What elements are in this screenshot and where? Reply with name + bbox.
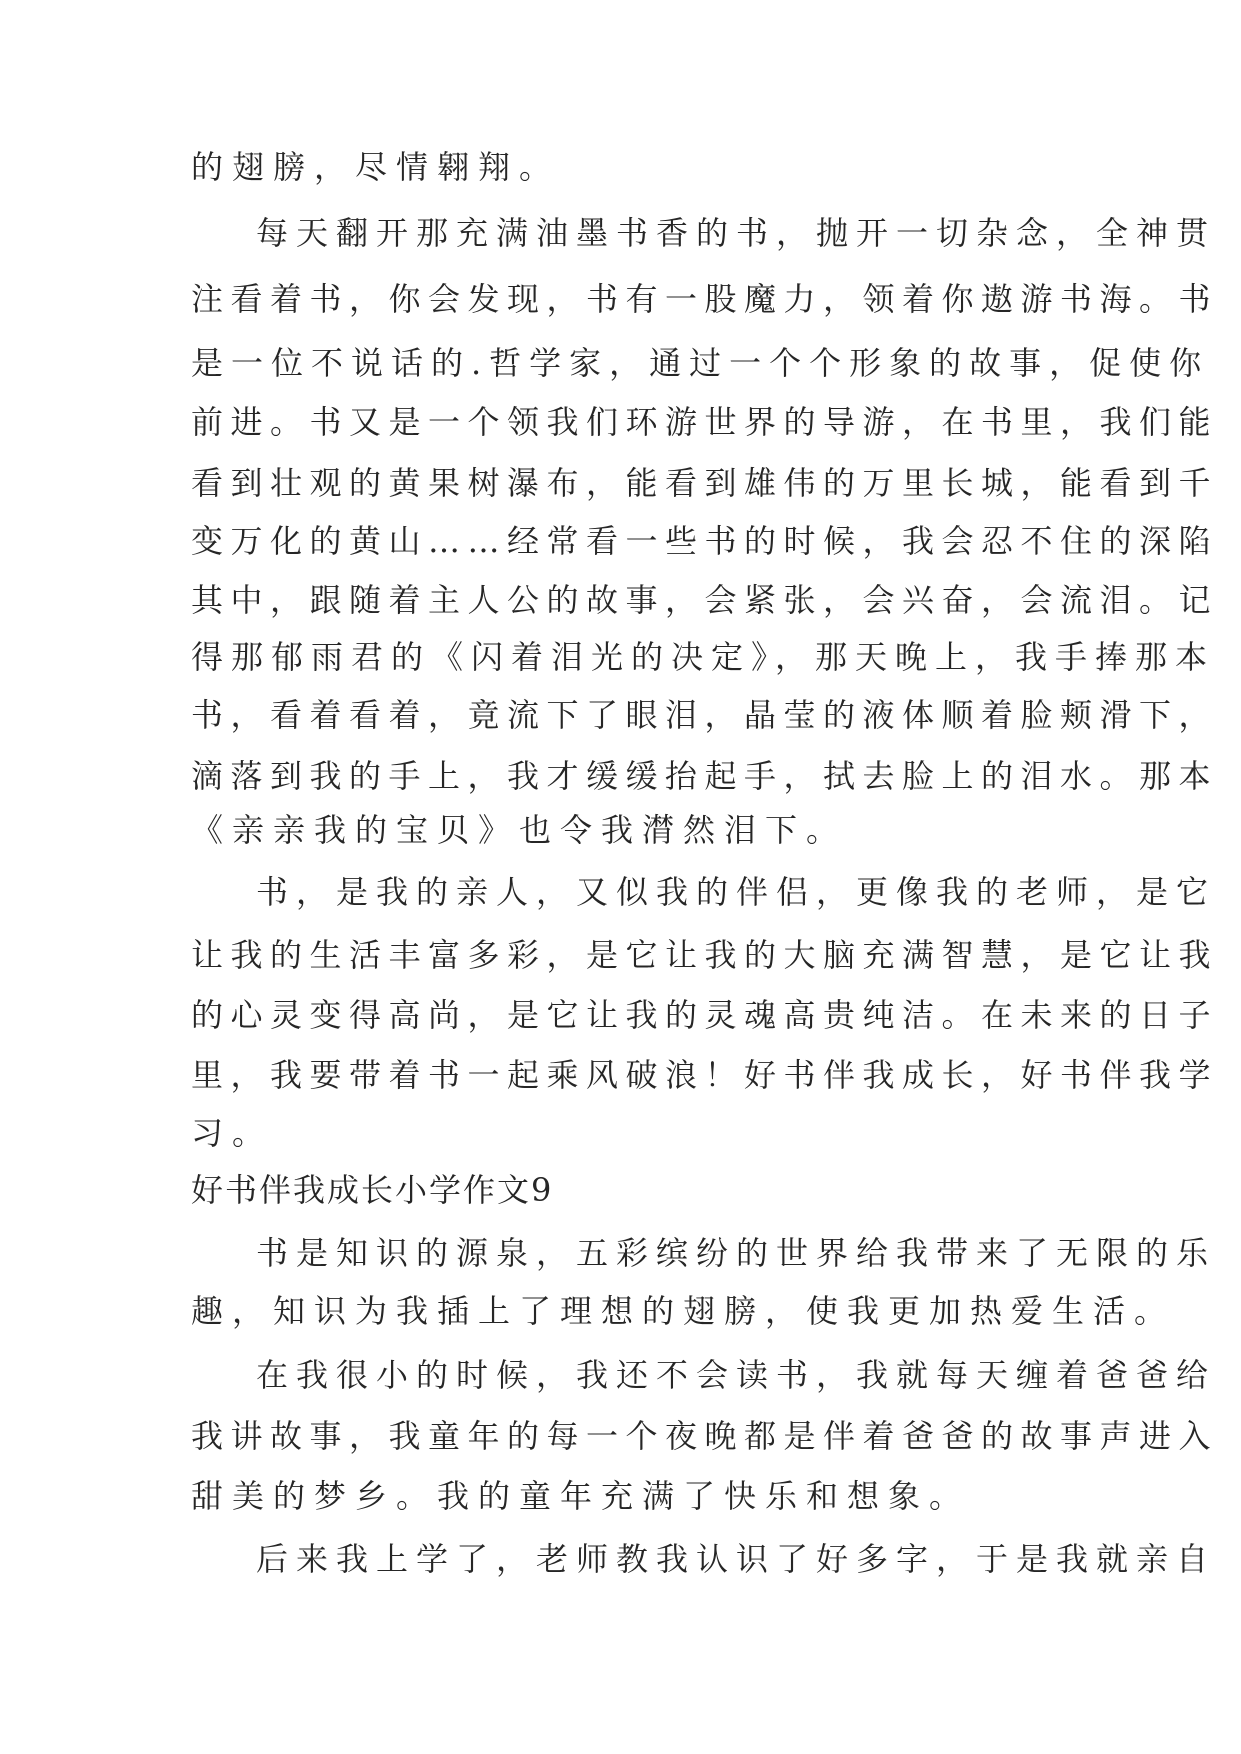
paragraph-start-line: 每天翻开那充满油墨书香的书，抛开一切杂念，全神贯	[256, 214, 1217, 252]
text-line: 看到壮观的黄果树瀑布，能看到雄伟的万里长城，能看到千	[191, 464, 1219, 502]
text-line: 的翅膀，尽情翱翔。	[191, 148, 561, 186]
text-line: 习。	[191, 1114, 274, 1152]
paragraph-start-line: 后来我上学了，老师教我认识了好多字，于是我就亲自	[256, 1540, 1217, 1578]
paragraph-start-line: 书是知识的源泉，五彩缤纷的世界给我带来了无限的乐	[256, 1234, 1217, 1272]
text-line: 的心灵变得高尚，是它让我的灵魂高贵纯洁。在未来的日子	[191, 996, 1219, 1034]
text-line: 滴落到我的手上，我才缓缓抬起手，拭去脸上的泪水。那本	[191, 757, 1219, 795]
paragraph-start-line: 书，是我的亲人，又似我的伴侣，更像我的老师，是它	[256, 873, 1217, 911]
text-line: 让我的生活丰富多彩，是它让我的大脑充满智慧，是它让我	[191, 936, 1219, 974]
paragraph-start-line: 在我很小的时候，我还不会读书，我就每天缠着爸爸给	[256, 1356, 1217, 1394]
text-line: 甜美的梦乡。我的童年充满了快乐和想象。	[191, 1477, 971, 1515]
text-line: 其中，跟随着主人公的故事，会紧张，会兴奋，会流泪。记	[191, 581, 1219, 619]
text-line: 得那郁雨君的《闪着泪光的决定》，那天晚上，我手捧那本	[191, 638, 1216, 676]
text-line: 变万化的黄山……经常看一些书的时候，我会忍不住的深陷	[191, 522, 1219, 560]
text-line: 我讲故事，我童年的每一个夜晚都是伴着爸爸的故事声进入	[191, 1417, 1219, 1455]
text-line: 前进。书又是一个领我们环游世界的导游，在书里，我们能	[191, 403, 1219, 441]
text-line: 《亲亲我的宝贝》也令我潸然泪下。	[191, 811, 848, 849]
section-heading: 好书伴我成长小学作文9	[191, 1171, 554, 1209]
text-line: 趣，知识为我插上了理想的翅膀，使我更加热爱生活。	[191, 1292, 1176, 1330]
text-line: 是一位不说话的.哲学家，通过一个个形象的故事，促使你	[191, 344, 1210, 382]
text-line: 书，看着看着，竟流下了眼泪，晶莹的液体顺着脸颊滑下，	[191, 696, 1219, 734]
text-line: 里，我要带着书一起乘风破浪！好书伴我成长，好书伴我学	[191, 1056, 1219, 1094]
text-line: 注看着书，你会发现，书有一股魔力，领着你遨游书海。书	[191, 280, 1219, 318]
